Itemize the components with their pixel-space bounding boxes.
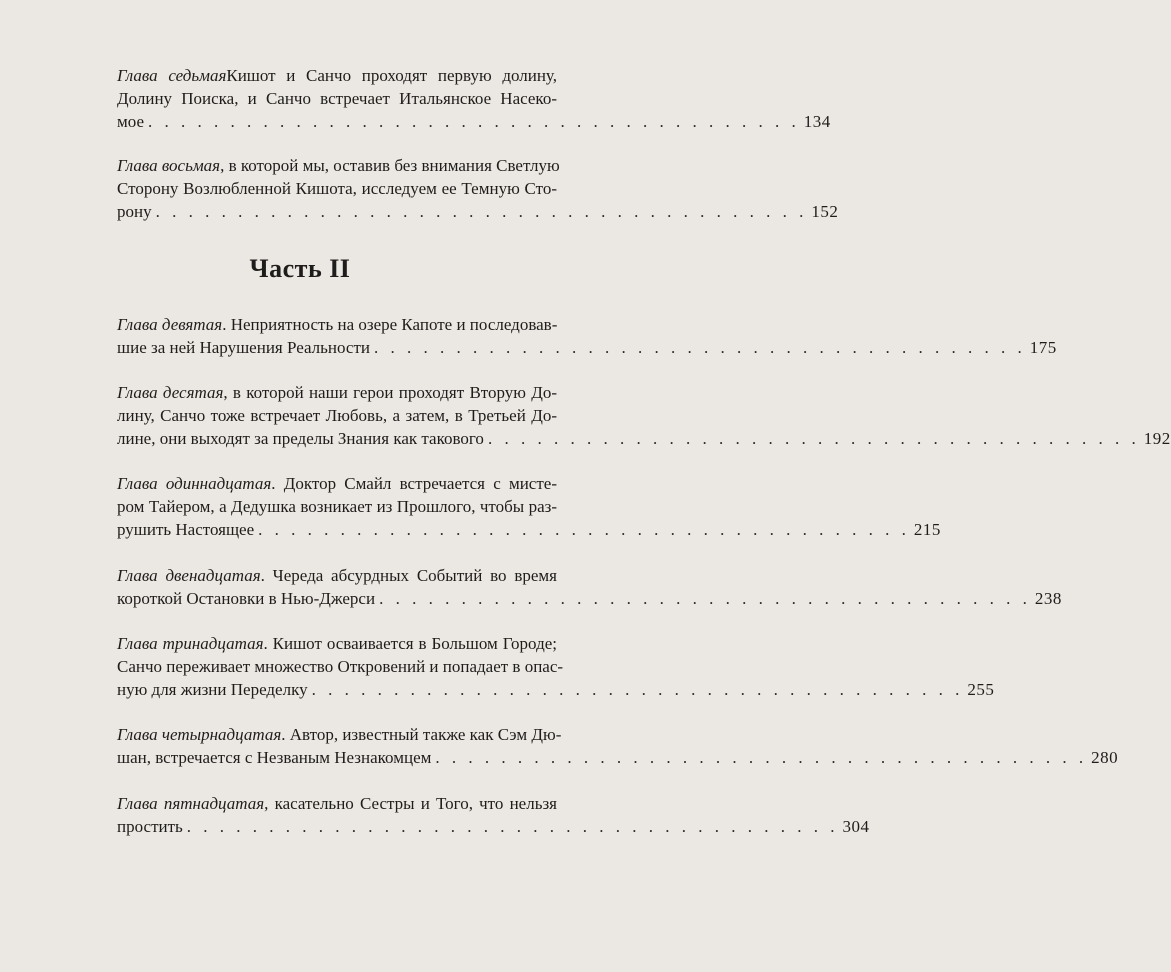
chapter-text: Кишот и Санчо проходят первую долину, <box>226 66 557 85</box>
toc-line: Санчо переживает множество Откровений и попадает в опас- <box>117 657 564 676</box>
chapter-text: рону <box>117 202 152 221</box>
chapter-text: , касательно Сестры и Того, что нельзя <box>264 794 557 813</box>
chapter-title: Глава пятнадцатая <box>117 794 265 813</box>
toc-entry-chapter-13 <box>117 632 995 701</box>
chapter-text: . Череда абсурдных Событий во время <box>260 566 557 585</box>
toc-line <box>117 678 995 701</box>
dot-leader: . . . . . . . . . . . . . . . . . . . . . . . . . . . . . . . . . . . . . . . . <box>186 817 839 836</box>
toc-line <box>117 792 557 815</box>
dot-leader: . . . . . . . . . . . . . . . . . . . . . . . . . . . . . . . . . . . . . . . . <box>311 680 964 699</box>
toc-entry-chapter-10 <box>117 381 1171 450</box>
toc-line <box>117 815 870 838</box>
toc-entry-chapter-7 <box>117 64 831 133</box>
toc-line <box>117 472 557 495</box>
chapter-text: , в которой наши герои проходят Вторую До- <box>223 383 557 402</box>
toc-line <box>117 200 839 223</box>
toc-entry-chapter-8 <box>117 154 839 223</box>
page-number: 134 <box>803 112 831 131</box>
dot-leader: . . . . . . . . . . . . . . . . . . . . . . . . . . . . . . . . . . . . . . . . <box>487 429 1140 448</box>
toc-line <box>117 336 1057 359</box>
chapter-title: Глава одиннадцатая <box>117 474 272 493</box>
toc-entry-chapter-11 <box>117 472 941 541</box>
toc-line <box>117 64 557 87</box>
dot-leader: . . . . . . . . . . . . . . . . . . . . . . . . . . . . . . . . . . . . . . . . <box>435 748 1088 767</box>
page-number: 175 <box>1029 338 1057 357</box>
toc-line <box>117 154 560 177</box>
chapter-text: . Неприятность на озере Капоте и последовав- <box>222 315 558 334</box>
chapter-title: Глава двенадцатая <box>117 566 261 585</box>
page-number: 280 <box>1091 748 1119 767</box>
toc-line <box>117 746 1119 769</box>
chapter-title: Глава четырнадцатая <box>117 725 282 744</box>
toc-line <box>117 632 557 655</box>
dot-leader: . . . . . . . . . . . . . . . . . . . . . . . . . . . . . . . . . . . . . . . . <box>379 589 1031 608</box>
chapter-title: Глава десятая <box>117 383 224 402</box>
toc-line: Долину Поиска, и Санчо встречает Итальянское Насеко- <box>117 89 557 108</box>
chapter-title: Глава девятая <box>117 315 223 334</box>
chapter-text: , в которой мы, оставив без внимания Светлую <box>220 156 560 175</box>
toc-line <box>117 110 831 133</box>
chapter-text: . Автор, известный также как Сэм Дю- <box>281 725 562 744</box>
page-number: 152 <box>811 202 839 221</box>
chapter-title: Глава тринадцатая <box>117 634 264 653</box>
chapter-text: рушить Настоящее <box>117 520 255 539</box>
page-number: 304 <box>842 817 870 836</box>
chapter-title: Глава седьмая <box>117 66 227 85</box>
toc-line: лину, Санчо тоже встречает Любовь, а затем, в Третьей До- <box>117 406 557 425</box>
part-heading: Часть II <box>249 254 351 283</box>
chapter-text: шие за ней Нарушения Реальности <box>117 338 370 357</box>
toc-entry-chapter-15 <box>117 792 870 838</box>
toc-entry-chapter-9 <box>117 313 1057 359</box>
dot-leader: . . . . . . . . . . . . . . . . . . . . . . . . . . . . . . . . . . . . . . . . <box>148 112 800 131</box>
chapter-text: ную для жизни Переделку <box>117 680 308 699</box>
dot-leader: . . . . . . . . . . . . . . . . . . . . . . . . . . . . . . . . . . . . . . . . <box>155 202 808 221</box>
chapter-text: короткой Остановки в Нью-Джерси <box>117 589 376 608</box>
page-number: 255 <box>967 680 995 699</box>
chapter-text: шан, встречается с Незваным Незнакомцем <box>117 748 432 767</box>
page-number: 215 <box>913 520 941 539</box>
toc-line: Сторону Возлюбленной Кишота, исследуем ее Темную Сто- <box>117 179 557 198</box>
toc-line <box>117 427 1171 450</box>
toc-entry-chapter-14 <box>117 723 1119 769</box>
toc-line <box>117 313 557 336</box>
toc-line <box>117 518 941 541</box>
chapter-text: лине, они выходят за пределы Знания как такового <box>117 429 484 448</box>
chapter-title: Глава восьмая <box>117 156 221 175</box>
chapter-text: мое <box>117 112 145 131</box>
toc-line <box>117 723 562 746</box>
toc-line <box>117 587 1062 610</box>
chapter-text: . Доктор Смайл встречается с мисте- <box>271 474 557 493</box>
toc-line <box>117 381 557 404</box>
chapter-text: простить <box>117 817 183 836</box>
dot-leader: . . . . . . . . . . . . . . . . . . . . . . . . . . . . . . . . . . . . . . . . <box>374 338 1026 357</box>
toc-line <box>117 564 557 587</box>
dot-leader: . . . . . . . . . . . . . . . . . . . . . . . . . . . . . . . . . . . . . . . . <box>258 520 910 539</box>
chapter-text: . Кишот осваивается в Большом Городе; <box>263 634 557 653</box>
toc-entry-chapter-12 <box>117 564 1062 610</box>
page-number: 192 <box>1143 429 1171 448</box>
page-number: 238 <box>1034 589 1062 608</box>
toc-line: ром Тайером, а Дедушка возникает из Прошлого, чтобы раз- <box>117 497 557 516</box>
